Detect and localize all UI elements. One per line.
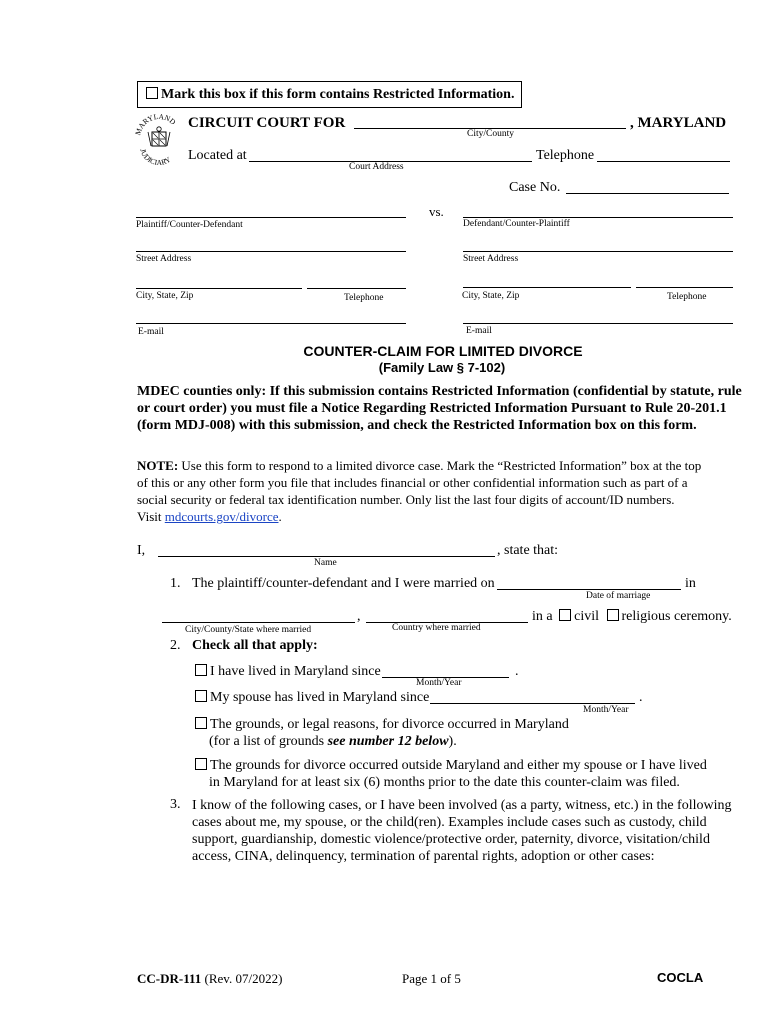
statement-suffix: , state that: — [497, 543, 559, 558]
court-telephone-field[interactable] — [597, 161, 730, 162]
option-grounds-outside-md[interactable]: The grounds for divorce occurred outside Maryland and either my spouse or I have lived in Maryland for at least six (6) months prior to the date this counter-claim was filed. — [195, 757, 707, 791]
option-lived-in-md[interactable]: I have lived in Maryland since — [195, 664, 381, 680]
spouse-lived-in-md-caption: Month/Year — [583, 705, 629, 715]
option-spouse-lived-in-md[interactable]: My spouse has lived in Maryland since — [195, 690, 429, 706]
option-grounds-in-md[interactable]: The grounds, or legal reasons, for divorce occurred in Maryland (for a list of grounds see number 12 below). — [195, 716, 569, 750]
marriage-date-field[interactable] — [497, 589, 681, 590]
marriage-place-caption: City/County/State where married — [185, 625, 312, 635]
case-number-field[interactable] — [566, 193, 729, 194]
spouse-lived-in-md-date-field[interactable] — [430, 703, 635, 704]
plaintiff-telephone-field[interactable] — [307, 288, 406, 289]
plaintiff-name-field[interactable] — [136, 217, 406, 218]
opt2-period: . — [639, 690, 643, 705]
defendant-email-caption: E-mail — [466, 326, 492, 336]
versus-label: vs. — [429, 204, 444, 219]
item2-number: 2. — [170, 638, 181, 653]
court-label: CIRCUIT COURT FOR — [188, 115, 346, 131]
court-address-caption: Court Address — [349, 162, 404, 172]
note-paragraph: NOTE: Use this form to respond to a limited divorce case. Mark the “Restricted Information” box at the top of this or any other form you file that includes financial or other confidential information such as part of a social security or federal tax identification number. Only list the last four digits of account/ID numbers. Visit mdcourts.gov/divorce. — [137, 458, 702, 524]
mdec-paragraph: MDEC counties only: If this submission contains Restricted Information (confidential by statute, rule or court order) you must file a Notice Regarding Restricted Information Pursuant to Rule 20-201.1 (form MDJ-008) with this submission, and check the Restricted Information box on this form. — [137, 384, 742, 433]
name-caption: Name — [314, 558, 337, 568]
civil-ceremony-checkbox[interactable] — [559, 609, 571, 621]
form-id: CC-DR-111 (Rev. 07/2022) — [137, 971, 283, 986]
defendant-telephone-field[interactable] — [636, 287, 733, 288]
located-at-label: Located at — [188, 148, 247, 163]
svg-text:JUDICIARY: JUDICIARY — [138, 147, 173, 168]
judiciary-seal — [134, 112, 184, 170]
svg-text:MARYLAND: MARYLAND — [134, 112, 178, 137]
form-title: COUNTER-CLAIM FOR LIMITED DIVORCE — [303, 343, 583, 359]
marriage-country-caption: Country where married — [392, 623, 481, 633]
defendant-street-caption: Street Address — [463, 254, 519, 264]
restricted-info-checkbox-label[interactable]: Mark this box if this form contains Restricted Information. — [146, 87, 514, 103]
grounds-outside-md-checkbox[interactable] — [195, 758, 207, 770]
marriage-date-caption: Date of marriage — [586, 591, 651, 601]
marriage-place-field[interactable] — [162, 622, 355, 623]
lived-in-md-checkbox[interactable] — [195, 664, 207, 676]
court-telephone-label: Telephone — [536, 148, 595, 163]
plaintiff-telephone-caption: Telephone — [344, 293, 384, 303]
plaintiff-city-caption: City, State, Zip — [136, 291, 194, 301]
restricted-info-checkbox[interactable] — [146, 87, 158, 99]
defendant-email-field[interactable] — [463, 323, 733, 324]
spouse-lived-in-md-checkbox[interactable] — [195, 690, 207, 702]
defendant-city-caption: City, State, Zip — [462, 291, 520, 301]
ceremony-type: in a civil religious ceremony. — [532, 609, 732, 624]
defendant-city-field[interactable] — [463, 287, 631, 288]
city-county-caption: City/County — [467, 129, 514, 139]
item3-text: I know of the following cases, or I have been involved (as a party, witness, etc.) in the following cases about me, my spouse, or the child(ren). Examples include cases such as custody, child support, guardianship, domestic violence/protective order, paternity, divorce, visitation/child access, CINA, delinquency, termination of parental rights, adoption or other cases: — [192, 798, 732, 864]
defendant-name-caption: Defendant/Counter-Plaintiff — [463, 219, 570, 229]
plaintiff-email-caption: E-mail — [138, 327, 164, 337]
divorce-info-link[interactable]: mdcourts.gov/divorce — [164, 509, 279, 524]
item1-text: The plaintiff/counter-defendant and I were married on — [192, 576, 495, 591]
religious-ceremony-checkbox[interactable] — [607, 609, 619, 621]
plaintiff-city-field[interactable] — [136, 288, 302, 289]
item1-comma: , — [357, 609, 361, 624]
plaintiff-email-field[interactable] — [136, 323, 406, 324]
plaintiff-name-caption: Plaintiff/Counter-Defendant — [136, 220, 243, 230]
grounds-in-md-checkbox[interactable] — [195, 717, 207, 729]
lived-in-md-caption: Month/Year — [416, 678, 462, 688]
form-subtitle: (Family Law § 7-102) — [378, 360, 506, 375]
defendant-telephone-caption: Telephone — [667, 292, 707, 302]
opt1-period: . — [515, 664, 519, 679]
restricted-info-box — [137, 81, 522, 108]
page-number: Page 1 of 5 — [402, 971, 461, 986]
item1-in: in — [685, 576, 696, 591]
court-state-label: , MARYLAND — [630, 115, 727, 131]
form-code: COCLA — [657, 970, 704, 985]
plaintiff-street-caption: Street Address — [136, 254, 192, 264]
statement-prefix: I, — [137, 543, 146, 558]
case-number-label: Case No. — [509, 180, 561, 195]
defendant-name-field[interactable] — [463, 217, 733, 218]
name-field[interactable] — [158, 556, 495, 557]
defendant-street-field[interactable] — [463, 251, 733, 252]
item2-heading: Check all that apply: — [192, 638, 318, 653]
plaintiff-street-field[interactable] — [136, 251, 406, 252]
item3-number: 3. — [170, 797, 181, 812]
item1-number: 1. — [170, 576, 181, 591]
